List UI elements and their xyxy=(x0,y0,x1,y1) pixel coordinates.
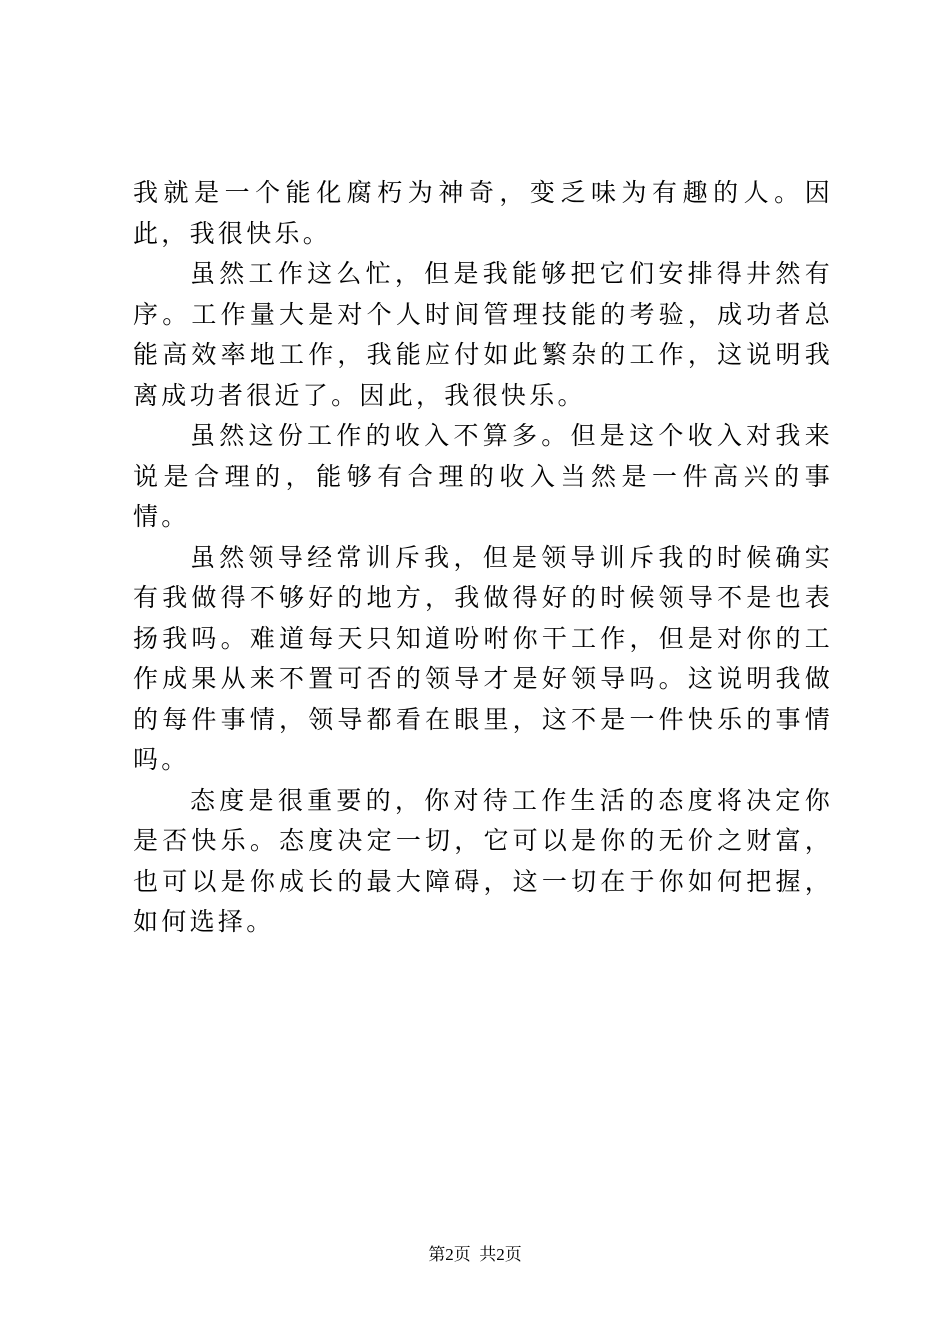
page-footer xyxy=(0,1243,950,1267)
paragraph-4: 虽然领导经常训斥我，但是领导训斥我的时候确实有我做得不够好的地方，我做得好的时候领导不是也表扬我吗。难道每天只知道吩咐你干工作，但是对你的工作成果从来不置可否的领导才是好领导吗。这说明我做的每件事情，领导都看在眼里，这不是一件快乐的事情吗。 xyxy=(133,542,833,774)
paragraph-1: 我就是一个能化腐朽为神奇，变乏味为有趣的人。因此，我很快乐。 xyxy=(133,178,833,248)
paragraph-3: 虽然这份工作的收入不算多。但是这个收入对我来说是合理的，能够有合理的收入当然是一件高兴的事情。 xyxy=(133,421,833,531)
paragraph-5: 态度是很重要的，你对待工作生活的态度将决定你是否快乐。态度决定一切，它可以是你的无价之财富，也可以是你成长的最大障碍，这一切在于你如何把握，如何选择。 xyxy=(133,785,833,936)
paragraph-2: 虽然工作这么忙，但是我能够把它们安排得井然有序。工作量大是对个人时间管理技能的考验，成功者总能高效率地工作，我能应付如此繁杂的工作，这说明我离成功者很近了。因此，我很快乐。 xyxy=(133,259,833,410)
document-body xyxy=(133,173,833,943)
page-total: 共2页 xyxy=(479,1245,522,1264)
page-number: 第2页 xyxy=(428,1245,471,1264)
footer-separator xyxy=(471,1245,480,1264)
